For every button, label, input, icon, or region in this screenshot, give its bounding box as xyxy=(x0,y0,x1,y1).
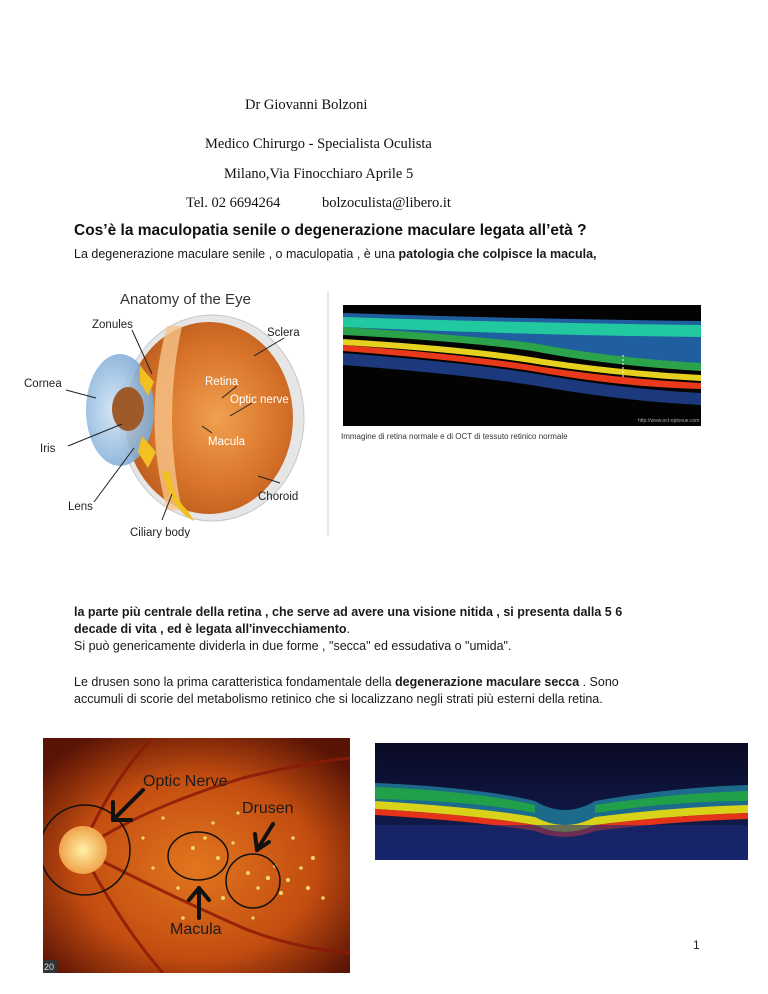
doctor-phone: Tel. 02 6694264 xyxy=(186,195,281,211)
intro-paragraph xyxy=(74,246,597,263)
label-ciliary-body: Ciliary body xyxy=(130,527,191,538)
label-retina: Retina xyxy=(205,376,239,388)
oct-normal-scan xyxy=(343,305,701,426)
para2-line1-bold: degenerazione maculare secca xyxy=(395,675,580,689)
figure2-caption: Immagine di retina normale e di OCT di tessuto retinico normale xyxy=(341,432,568,441)
doctor-email: bolzoculista@libero.it xyxy=(322,195,451,211)
label-drusen: Drusen xyxy=(242,800,294,817)
label-cornea: Cornea xyxy=(24,378,62,390)
label-macula-fundus: Macula xyxy=(170,921,222,938)
section-heading: Cos’è la maculopatia senile o degenerazione maculare legata all’età ? xyxy=(74,222,587,239)
fundus-drusen-image xyxy=(43,738,350,973)
label-optic-nerve: Optic nerve xyxy=(230,394,289,406)
eye-anatomy-figure xyxy=(22,286,330,538)
para1-line3: Si può genericamente dividerla in due forme , "secca" ed essudativa o "umida". xyxy=(74,639,512,653)
para1-line1: la parte più centrale della retina , che serve ad avere una visione nitida , si presenta dalla 5 6 xyxy=(74,605,623,619)
label-zonules: Zonules xyxy=(92,319,133,331)
label-macula: Macula xyxy=(208,436,246,448)
para2-line1-a: Le drusen sono la prima caratteristica fondamentale della xyxy=(74,675,396,689)
doctor-title: Medico Chirurgo - Specialista Oculista xyxy=(205,136,432,152)
paragraph-macula xyxy=(74,604,622,655)
para2-line1-b: . Sono xyxy=(579,675,619,689)
paragraph-drusen xyxy=(74,674,619,708)
fundus-corner-number: 20 xyxy=(44,962,55,972)
oct-watermark: http://www.oct-optovue.com xyxy=(638,418,700,424)
fundus-photo xyxy=(43,738,350,973)
oct-normal-image xyxy=(343,305,701,426)
page-number: 1 xyxy=(693,938,700,952)
intro-text: La degenerazione maculare senile , o maculopatia , è una xyxy=(74,247,399,261)
doctor-name: Dr Giovanni Bolzoni xyxy=(245,97,368,113)
para1-line2-bold: decade di vita , ed è legata all'invecchiamento xyxy=(74,622,347,636)
doctor-address: Milano,Via Finocchiaro Aprile 5 xyxy=(224,166,414,182)
oct-drusen-scan xyxy=(375,743,748,860)
label-iris: Iris xyxy=(40,443,56,455)
intro-bold: patologia che colpisce la macula, xyxy=(398,247,597,261)
para1-line2-end: . xyxy=(346,622,351,636)
label-optic-nerve-fundus: Optic Nerve xyxy=(143,773,228,790)
label-choroid: Choroid xyxy=(258,491,299,503)
figure1-title: Anatomy of the Eye xyxy=(120,291,251,308)
label-lens: Lens xyxy=(68,501,93,513)
eye-anatomy-illustration xyxy=(22,286,330,538)
label-sclera: Sclera xyxy=(267,327,300,339)
para2-line2: accumuli di scorie del metabolismo retinico che si localizzano negli strati più esterni della retina. xyxy=(74,692,603,706)
oct-drusen-image xyxy=(375,743,748,860)
